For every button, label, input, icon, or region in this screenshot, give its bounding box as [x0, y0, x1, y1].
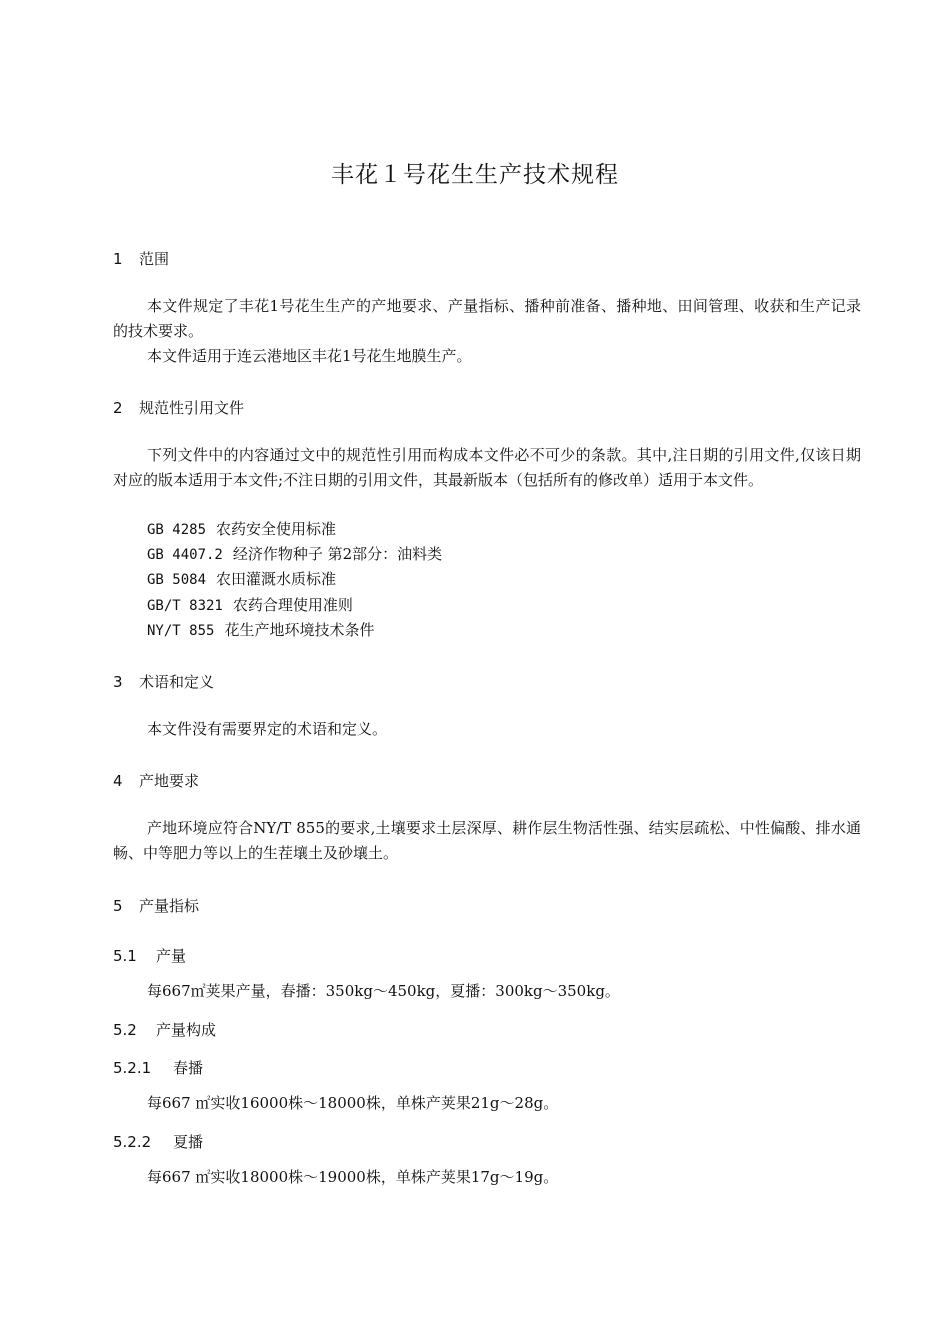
reference-code: NY/T 855 [147, 623, 215, 639]
reference-name: 农药安全使用标准 [216, 520, 337, 538]
reference-code: GB/T 8321 [147, 598, 223, 614]
section-title: 产量指标 [139, 897, 200, 915]
page-title: 丰花１号花生生产技术规程 [331, 162, 619, 188]
reference-name: 花生产地环境技术条件 [224, 621, 375, 639]
section-title: 范围 [139, 250, 170, 268]
section-1-heading [113, 248, 169, 269]
section-title: 产量 [156, 947, 187, 965]
section-1-paragraph-1: 本文件规定了丰花1号花生生产的产地要求、产量指标、播种前准备、播种地、田间管理、收获和生产记录的技术要求。 [113, 297, 861, 340]
section-number: 5.2.1 [113, 1059, 152, 1077]
section-5-2-heading [113, 1019, 216, 1040]
section-number: 4 [113, 772, 123, 790]
section-title: 产量构成 [156, 1021, 217, 1039]
reference-name: 农田灌溉水质标准 [216, 570, 337, 588]
section-2-heading [113, 397, 244, 418]
section-5-1-paragraph: 每667㎡荚果产量，春播：350kg～450kg，夏播：300kg～350kg。 [147, 982, 620, 1000]
reference-item [147, 542, 442, 568]
section-5-2-1-heading [113, 1057, 203, 1078]
section-3-heading [113, 671, 214, 692]
section-title: 夏播 [173, 1133, 204, 1151]
section-3-paragraph-1: 本文件没有需要界定的术语和定义。 [147, 720, 388, 738]
reference-name: 经济作物种子 第2部分：油料类 [232, 545, 443, 563]
reference-code: GB 5084 [147, 572, 207, 588]
section-title: 术语和定义 [139, 673, 215, 691]
section-number: 5.2.2 [113, 1133, 152, 1151]
section-title: 产地要求 [139, 772, 200, 790]
section-5-2-1-paragraph: 每667 ㎡实收16000株～18000株，单株产荚果21g～28g。 [147, 1094, 559, 1112]
reference-item [147, 618, 374, 644]
section-number: 3 [113, 673, 123, 691]
section-title: 春播 [173, 1059, 204, 1077]
section-4-heading [113, 770, 199, 791]
reference-item [147, 517, 336, 543]
reference-item [147, 567, 336, 593]
section-1-paragraph-2: 本文件适用于连云港地区丰花1号花生地膜生产。 [147, 347, 472, 365]
section-number: 1 [113, 250, 123, 268]
section-5-2-2-heading [113, 1131, 203, 1152]
reference-code: GB 4285 [147, 522, 207, 538]
section-4-paragraph-1: 产地环境应符合NY/T 855的要求,土壤要求土层深厚、耕作层生物活性强、结实层疏松、中性偏酸、排水通畅、中等肥力等以上的生茬壤土及砂壤土。 [113, 819, 861, 862]
section-2-paragraph-1: 下列文件中的内容通过文中的规范性引用而构成本文件必不可少的条款。其中,注日期的引用文件,仅该日期对应的版本适用于本文件;不注日期的引用文件，其最新版本（包括所有的修改单）适用于本文件。 [113, 446, 861, 489]
section-number: 5 [113, 897, 123, 915]
section-5-1-heading [113, 945, 186, 966]
reference-item [147, 593, 353, 619]
section-number: 5.1 [113, 947, 137, 965]
section-5-heading [113, 895, 199, 916]
section-number: 5.2 [113, 1021, 137, 1039]
reference-code: GB 4407.2 [147, 547, 223, 563]
section-title: 规范性引用文件 [139, 399, 245, 417]
reference-name: 农药合理使用准则 [232, 596, 353, 614]
section-number: 2 [113, 399, 123, 417]
section-5-2-2-paragraph: 每667 ㎡实收18000株～19000株，单株产荚果17g～19g。 [147, 1168, 559, 1186]
